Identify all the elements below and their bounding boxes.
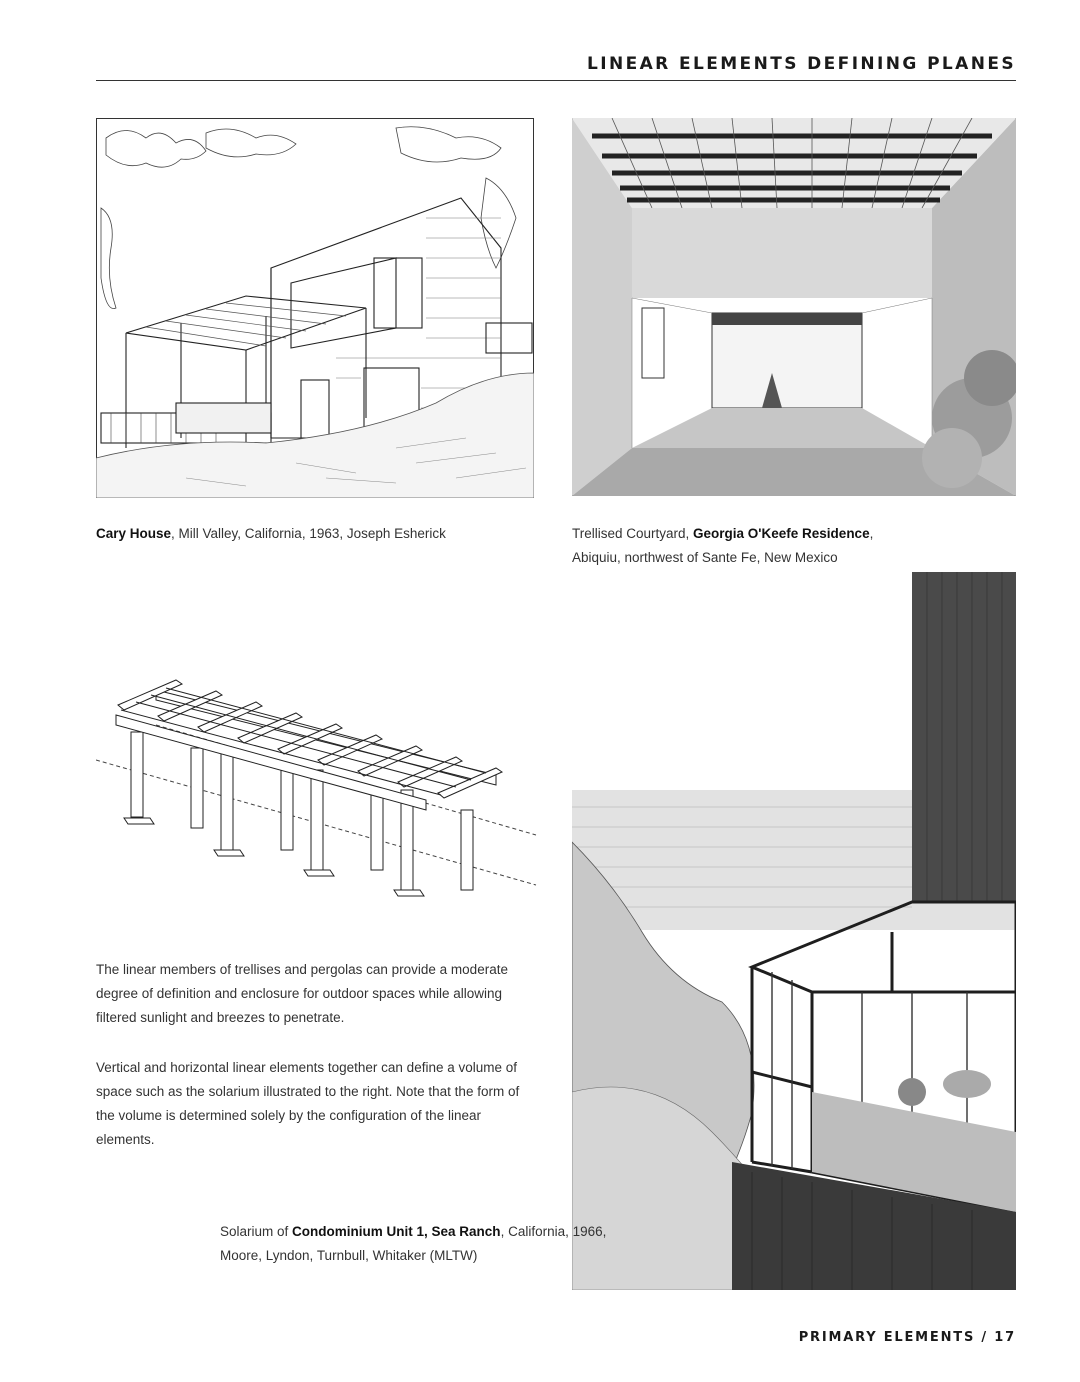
- okeefe-courtyard-illustration: [572, 118, 1016, 496]
- cary-house-caption: [96, 522, 536, 546]
- cary-house-details: , Mill Valley, California, 1963, Joseph Esherick: [171, 526, 446, 541]
- solarium-caption: [220, 1220, 620, 1268]
- okeefe-caption-prefix: Trellised Courtyard,: [572, 526, 694, 541]
- solarium-caption-line2: Moore, Lyndon, Turnbull, Whitaker (MLTW): [220, 1248, 478, 1263]
- header-rule: [96, 80, 1016, 81]
- solarium-name: Condominium Unit 1, Sea Ranch: [292, 1224, 501, 1239]
- okeefe-caption-line2: Abiquiu, northwest of Sante Fe, New Mexico: [572, 550, 838, 565]
- cary-house-illustration: [96, 118, 534, 498]
- page-header-title: LINEAR ELEMENTS DEFINING PLANES: [587, 54, 1016, 74]
- solarium-caption-suffix: , California, 1966,: [500, 1224, 607, 1239]
- solarium-caption-prefix: Solarium of: [220, 1224, 293, 1239]
- body-paragraph-1: The linear members of trellises and pergolas can provide a moderate degree of definition and enclosure for outdoor spaces while allowing filtered sunlight and breezes to penetrate.: [96, 962, 508, 1025]
- solarium-caption-line1: [220, 1220, 620, 1244]
- okeefe-caption-line1: [572, 522, 1016, 546]
- body-paragraph-2: Vertical and horizontal linear elements together can define a volume of space such as the solarium illustrated to the right. Note that the form of the volume is determined solely by the configuration of the linear elements.: [96, 1060, 520, 1147]
- pergola-diagram: [96, 660, 540, 920]
- okeefe-caption: [572, 522, 1016, 570]
- solarium-illustration: [572, 572, 1016, 1290]
- cary-house-name: Cary House: [96, 526, 172, 541]
- okeefe-name: Georgia O'Keefe Residence: [693, 526, 870, 541]
- okeefe-caption-suffix: ,: [869, 526, 874, 541]
- page-footer: PRIMARY ELEMENTS / 17: [798, 1330, 1016, 1345]
